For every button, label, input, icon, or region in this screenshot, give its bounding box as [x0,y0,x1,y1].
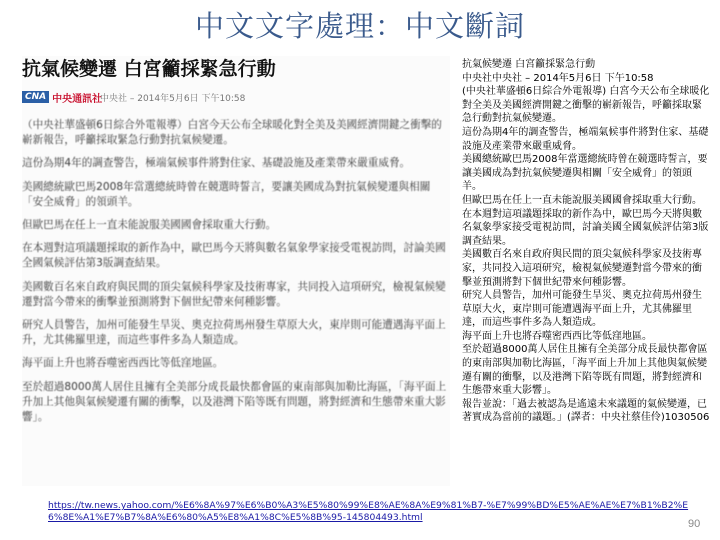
text-line: 海平面上升也將吞噬密西西比等低窪地區。 [462,330,652,342]
article-paragraph: 美國數百名來自政府與民間的頂尖氣候科學家及技術專家，共同投入這項研究，檢視氣候變遷對當今帶來的衝擊並預測將對下個世紀帶來何種影響。 [22,280,446,308]
slide-title: 中文文字處理：中文斷詞 [194,9,525,43]
text-line: 至於超過8000萬人居住且擁有全美部分成長最快都會區的東南部與加勒比海區，「海平面上升加上其他與氣候變遷有關的衝擊，以及港灣下陷等既有問題，將對經濟和生態帶來重大影響」。 [462,344,708,397]
text-line: (中央社華盛頓6日綜合外電報導) 白宮今天公布全球暖化對全美及美國經濟開鍵之衝擊的嶄新報告，呼籲採取緊急行動對抗氣候變遷。 [462,86,710,125]
article-paragraph: 研究人員警告，加州可能發生旱災、奧克拉荷馬州發生草原大火，東岸則可能遭遇海平面上升，尤其佛羅里達，而這些事件多為人類造成。 [22,319,446,347]
article-byline: 中央社 – 2014年5月6日 下午10:58 [100,94,246,104]
article-paragraph: 美國總統歐巴馬2008年當選總統時曾在競選時誓言，要讓美國成為對抗氣候變遷與相關「安全威脅」的領頭羊。 [22,180,431,208]
cna-logo [22,88,102,106]
article-screenshot [22,56,450,486]
article-paragraph: 海平面上升也將吞噬密西西比等低窪地區。 [22,357,224,370]
text-line: 但歐巴馬在任上一直未能說服美國國會採取重大行動。 [462,194,702,206]
text-line: 研究人員警告，加州可能發生旱災、奧克拉荷馬州發生草原大火，東岸則可能遭遇海平面上升，尤其佛羅里達，而這些事件多為人類造成。 [462,290,702,329]
segmented-text-column [462,58,710,425]
article-paragraph: 這份為期4年的調查警告，極端氣候事件將對住家、基礎設施及產業帶來嚴重威脅。 [22,157,411,170]
text-line: 美國數百名來自政府與民間的頂尖氣候科學家及技術專家，共同投入這項研究，檢視氣候變遷對當今帶來的衝擊並預測將對下個世紀帶來何種影響。 [462,249,702,288]
text-line: 美國總統歐巴馬2008年當選總統時曾在競選時誓言，要讓美國成為對抗氣候變遷與相關「安全威脅」的領頭羊。 [462,154,708,193]
text-line: 抗氣候變遷 白宮籲採緊急行動 [462,59,596,70]
page-number: 90 [688,518,701,530]
article-paragraph: 但歐巴馬在任上一直未能說服美國國會採取重大行動。 [22,219,277,232]
article-heading: 抗氣候變遷 白宮籲採緊急行動 [22,58,276,80]
article-paragraph: 至於超過8000萬人居住且擁有全美部分成長最快都會區的東南部與加勒比海區，「海平面上升加上其他與氣候變遷有關的衝擊，以及港灣下陷等既有問題，將對經濟和生態帶來重大影響」。 [22,380,447,424]
text-line: 報告並說：「過去被認為是遙遠未來議題的氣候變遷，已著實成為當前的議題。」(譯者：中央社蔡佳伶)1030506 [462,398,710,424]
text-line: 在本週對這項議題採取的新作為中，歐巴馬今天將與數名氣象學家接受電視訪問，討論美國全國氣候評估第3版調查結果。 [462,208,709,247]
source-url-link[interactable]: https://tw.news.yahoo.com/%E6%8A%97%E6%B0%A3%E5%80%99%E8%AE%8A%E9%81%B7-%E7%99%BD%E5%AE%AE%E7%B1%B2%E6%8E%A1%E7%B7%8A%E6%80%A5%E8%A1%8C%E5%8B%95-145804493.html [48,500,689,523]
cna-logo-text: 中央通訊社 [52,93,103,105]
article-body [22,118,450,433]
text-line: 這份為期4年的調查警告，極端氣候事件將對住家、基礎設施及產業帶來嚴重威脅。 [462,126,709,152]
text-line: 中央社中央社 – 2014年5月6日 下午10:58 [462,72,654,84]
article-paragraph: （中央社華盛頓6日綜合外電報導）白宮今天公布全球暖化對全美及美國經濟開鍵之衝擊的嶄新報告，呼籲採取緊急行動對抗氣候變遷。 [22,119,442,147]
article-paragraph: 在本週對這項議題採取的新作為中，歐巴馬今天將與數名氣象學家接受電視訪問，討論美國全國氣候評估第3版調查結果。 [22,242,446,270]
cna-logo-mark: CNA [22,91,49,103]
